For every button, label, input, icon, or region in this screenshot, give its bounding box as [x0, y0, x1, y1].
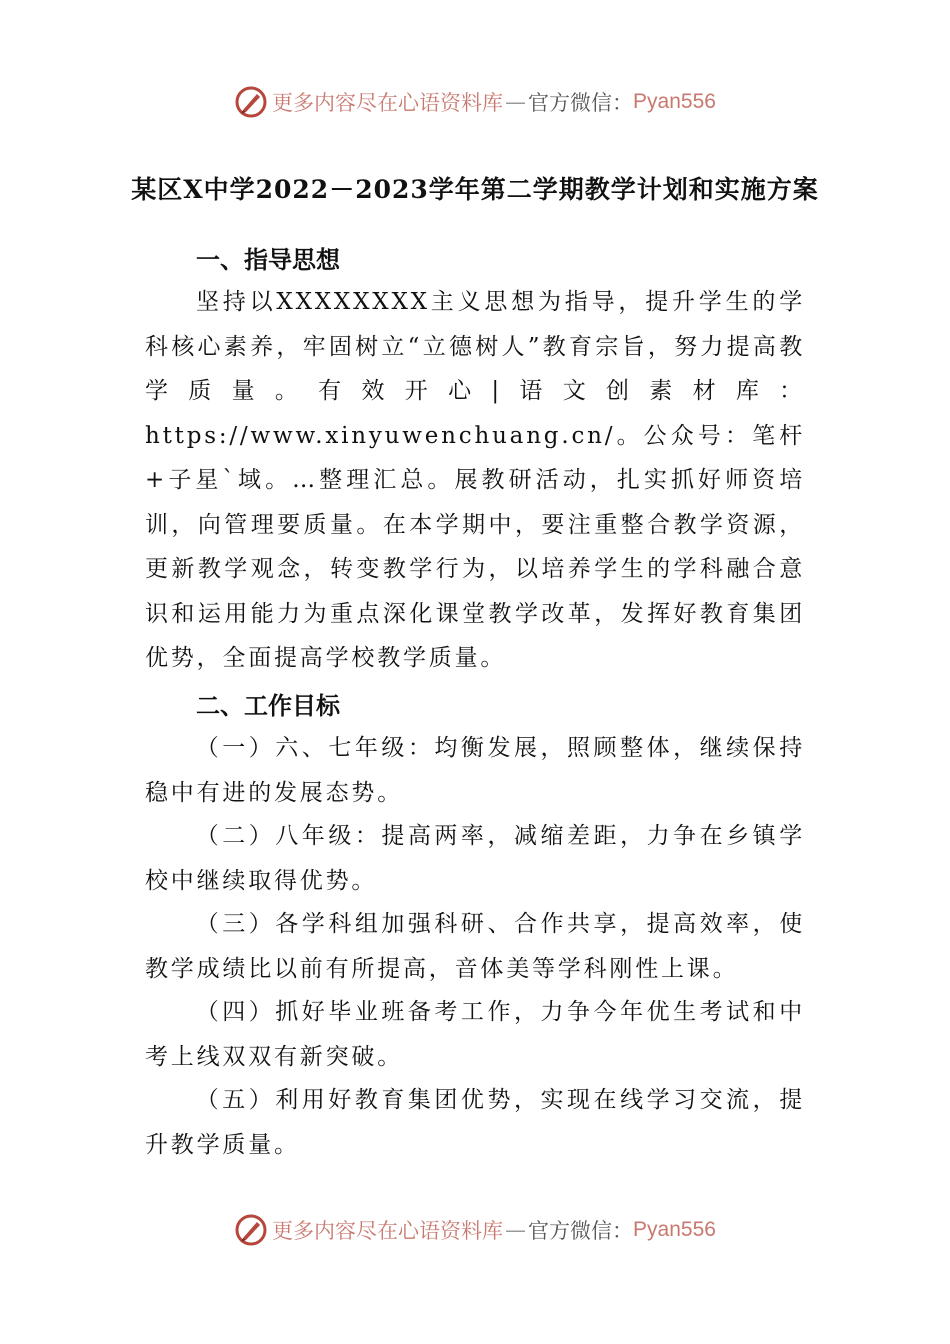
goal-item — [145, 990, 805, 1079]
goal-item — [145, 726, 805, 815]
paragraph-text: 坚持以XXXXXXXX主义思想为指导，提升学生的学科核心素养，牢固树立“立德树人”教育宗旨，努力提高教学质量。有效开心|语文创素材库：https://www.xinyuwenchuang.cn/。公众号：笔杆+子星`域。…整理汇总。展教研活动，扎实抓好师资培训，向管理要质量。在本学期中，要注重整合教学资源，更新教学观念，转变教学行为，以培养学生的学科融合意识和运用能力为重点深化课堂教学改革，发挥好教育集团优势，全面提高学校教学质量。 — [145, 289, 805, 671]
banner-wechat-id: Pyan556 — [633, 90, 716, 113]
pen-logo-icon — [234, 85, 268, 119]
banner-wechat-label: 官方微信： — [528, 91, 634, 115]
goal-item-text: （二）八年级：提高两率，减缩差距，力争在乡镇学校中继续取得优势。 — [145, 823, 805, 894]
goal-item-text: （四）抓好毕业班备考工作，力争今年优生考试和中考上线双双有新突破。 — [145, 999, 805, 1070]
goal-item — [145, 1078, 805, 1167]
banner-wechat-id: Pyan556 — [633, 1218, 716, 1241]
banner-text: 更多内容尽在心语资料库 — [272, 91, 504, 115]
banner-separator: — — [505, 90, 527, 114]
section-heading-work-goals: 二、工作目标 — [196, 691, 340, 720]
goal-item-text: （三）各学科组加强科研、合作共享，提高效率，使教学成绩比以前有所提高，音体美等学科刚性上课。 — [145, 911, 805, 982]
footer-watermark-banner — [0, 1210, 950, 1250]
goal-item-text: （一）六、七年级：均衡发展，照顾整体，继续保持稳中有进的发展态势。 — [145, 735, 805, 806]
section-heading-guiding-ideology: 一、指导思想 — [196, 245, 340, 274]
header-watermark-banner — [0, 82, 950, 122]
goal-item — [145, 814, 805, 903]
banner-text: 更多内容尽在心语资料库 — [272, 1219, 504, 1243]
banner-wechat-label: 官方微信： — [528, 1219, 634, 1243]
pen-logo-icon — [234, 1213, 268, 1247]
document-title: 某区X中学2022－2023学年第二学期教学计划和实施方案 — [131, 175, 819, 204]
banner-separator: — — [505, 1218, 527, 1242]
goal-item — [145, 902, 805, 991]
guiding-ideology-paragraph — [145, 280, 805, 681]
goal-item-text: （五）利用好教育集团优势，实现在线学习交流，提升教学质量。 — [145, 1087, 805, 1158]
